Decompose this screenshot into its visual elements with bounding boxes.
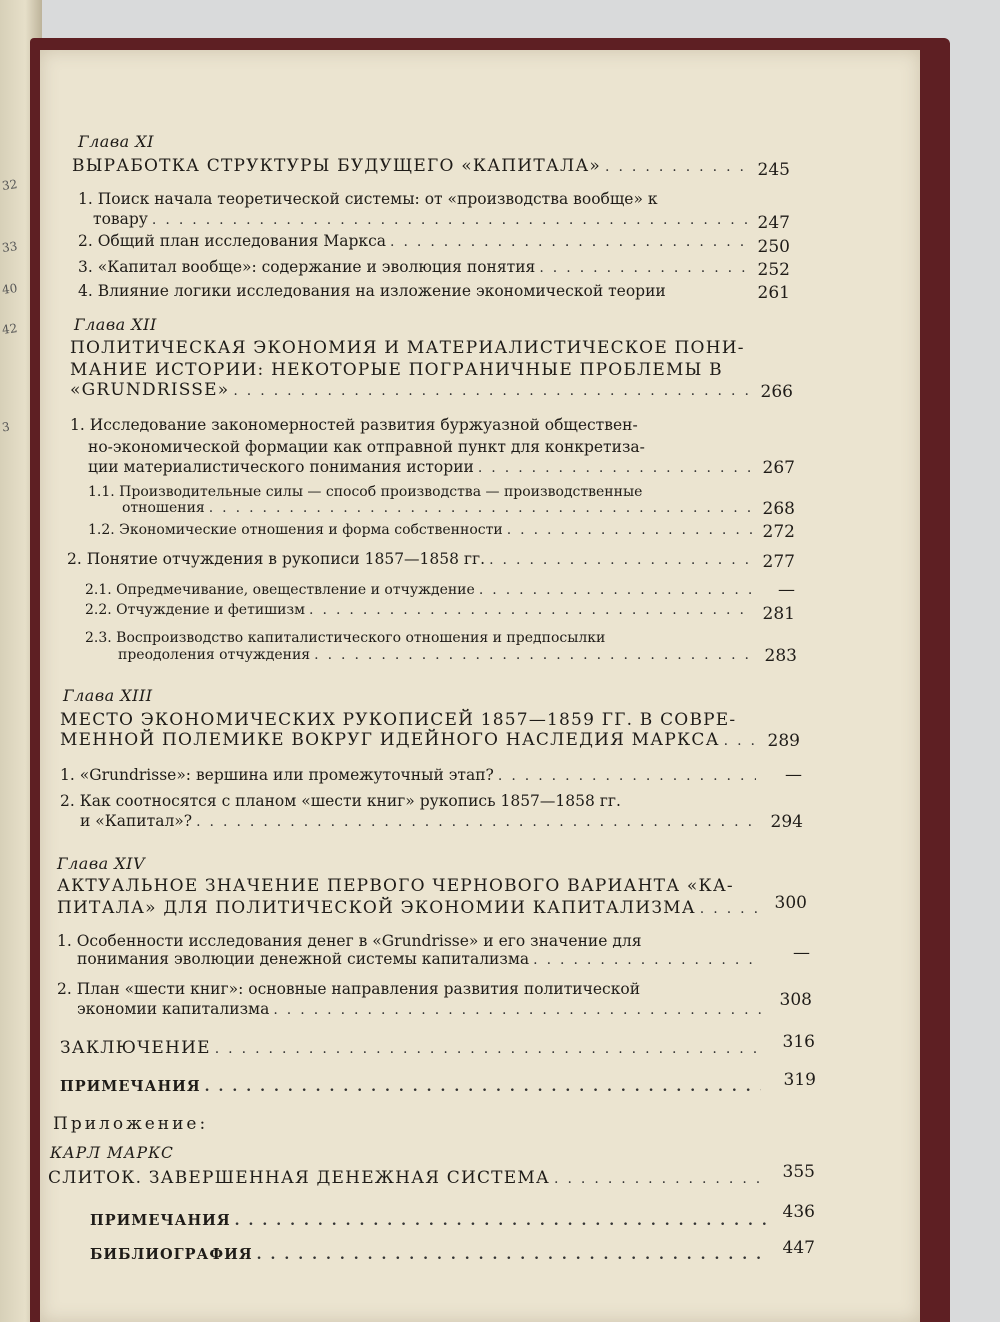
margin-number: 3 — [1, 419, 11, 435]
toc-subentry — [85, 582, 757, 598]
leader-dots — [235, 1213, 766, 1229]
page-number: 283 — [764, 646, 797, 666]
toc-entry-text: БИБЛИОГРАФИЯ — [90, 1246, 253, 1263]
page-number: — — [778, 580, 795, 600]
chapter-title-text: ВЫРАБОТКА СТРУКТУРЫ БУДУЩЕГО «КАПИТАЛА» — [72, 156, 602, 176]
toc-entry-text: 2. Понятие отчуждения в рукописи 1857—1858 гг. — [67, 550, 486, 568]
toc-entry-text: 1. «Grundrisse»: вершина или промежуточный этап? — [60, 766, 494, 784]
toc-subentry-line: 2.3. Воспроизводство капиталистического отношения и предпосылки — [85, 630, 606, 646]
toc-subentry — [122, 500, 758, 516]
toc-entry — [78, 232, 758, 250]
chapter-label: Глава XIII — [63, 686, 153, 705]
leader-dots — [498, 768, 756, 784]
toc-entry-line: 2. План «шести книг»: основные направления развития политической — [57, 980, 641, 998]
page-number: 294 — [770, 812, 803, 832]
toc-entry-line: 1. Особенности исследования денег в «Grundrisse» и его значение для — [57, 932, 642, 950]
toc-entry-text: отношения — [122, 500, 205, 516]
leader-dots — [539, 260, 754, 276]
leader-dots — [314, 647, 754, 663]
toc-entry-line: 4. Влияние логики исследования на изложение экономической теории — [78, 282, 666, 300]
appendix-label: Приложение: — [53, 1114, 209, 1134]
page-number: 245 — [757, 160, 790, 180]
toc-entry-line: но-экономической формации как отправной пункт для конкретиза- — [88, 438, 645, 456]
leader-dots — [507, 522, 754, 538]
chapter-label: Глава XIV — [57, 854, 146, 873]
page-number: 300 — [774, 893, 807, 913]
toc-entry — [60, 766, 760, 784]
toc-entry-text: ПРИМЕЧАНИЯ — [90, 1212, 231, 1229]
page-number: 272 — [762, 522, 795, 542]
page-number: — — [793, 943, 810, 963]
leader-dots — [257, 1247, 766, 1263]
chapter-title-text: МЕННОЙ ПОЛЕМИКЕ ВОКРУГ ИДЕЙНОГО НАСЛЕДИЯ МАРКСА — [60, 730, 720, 750]
toc-entry-line: 2. Как соотносятся с планом «шести книг» рукопись 1857—1858 гг. — [60, 792, 621, 810]
chapter-title-text: ПИТАЛА» ДЛЯ ПОЛИТИЧЕСКОЙ ЭКОНОМИИ КАПИТАЛИЗМА — [57, 898, 696, 918]
leader-dots — [273, 1002, 763, 1018]
margin-number: 42 — [1, 321, 19, 337]
toc-entry-text: 3. «Капитал вообще»: содержание и эволюция понятия — [78, 258, 536, 276]
chapter-title-line: АКТУАЛЬНОЕ ЗНАЧЕНИЕ ПЕРВОГО ЧЕРНОВОГО ВАРИАНТА «КА- — [57, 876, 734, 896]
leader-dots — [605, 159, 748, 175]
toc-entry-text: экономии капитализма — [77, 1000, 270, 1018]
chapter-title — [60, 730, 760, 750]
toc-entry — [93, 210, 758, 228]
page-number: 247 — [757, 213, 790, 233]
toc-entry-text: и «Капитал»? — [80, 812, 193, 830]
toc-subentry — [118, 647, 758, 663]
page-number: — — [785, 765, 802, 785]
chapter-title — [57, 898, 762, 918]
toc-entry-text: товару — [93, 210, 148, 228]
leader-dots — [479, 582, 753, 598]
appendix-author: КАРЛ МАРКС — [50, 1144, 174, 1162]
toc-entry — [78, 258, 758, 276]
toc-entry-text: преодоления отчуждения — [118, 647, 311, 663]
toc-entry-text: 2.2. Отчуждение и фетишизм — [85, 602, 306, 618]
toc-entry-text: 2.1. Опредмечивание, овеществление и отчуждение — [85, 582, 475, 598]
leader-dots — [215, 1041, 761, 1057]
page-number: 268 — [762, 499, 795, 519]
chapter-title-line: ПОЛИТИЧЕСКАЯ ЭКОНОМИЯ И МАТЕРИАЛИСТИЧЕСКОЕ ПОНИ- — [70, 338, 745, 358]
leader-dots — [478, 460, 754, 476]
toc-entry-text: ции материалистического понимания истории — [88, 458, 474, 476]
page-number: 308 — [779, 990, 812, 1010]
appendix-title — [48, 1168, 768, 1188]
toc-entry-text: понимания эволюции денежной системы капитализма — [77, 950, 530, 968]
toc-entry-conclusion — [60, 1038, 765, 1058]
toc-entry — [77, 950, 767, 968]
chapter-label: Глава XII — [74, 315, 157, 334]
toc-entry-line: 1. Поиск начала теоретической системы: от «производства вообще» к — [78, 190, 658, 208]
toc-entry-text: СЛИТОК. ЗАВЕРШЕННАЯ ДЕНЕЖНАЯ СИСТЕМА — [48, 1168, 551, 1188]
chapter-title — [72, 156, 752, 176]
toc-page — [40, 50, 920, 1322]
leader-dots — [152, 212, 754, 228]
table-of-contents — [40, 50, 920, 1322]
toc-subentry — [88, 522, 758, 538]
appendix-notes — [90, 1212, 770, 1229]
leader-dots — [554, 1171, 764, 1187]
page-number: 281 — [762, 604, 795, 624]
page-number: 289 — [767, 731, 800, 751]
margin-number: 32 — [1, 177, 19, 193]
chapter-title-line: МЕСТО ЭКОНОМИЧЕСКИХ РУКОПИСЕЙ 1857—1859 ГГ. В СОВРЕ- — [60, 710, 737, 730]
page-number: 319 — [783, 1070, 816, 1090]
chapter-label: Глава XI — [78, 132, 154, 151]
toc-entry — [77, 1000, 767, 1018]
page-number: 250 — [757, 237, 790, 257]
leader-dots — [489, 552, 753, 568]
toc-entry-text: 1.2. Экономические отношения и форма собственности — [88, 522, 503, 538]
page-number: 436 — [782, 1202, 815, 1222]
leader-dots — [309, 602, 753, 618]
chapter-title-line: МАНИЕ ИСТОРИИ: НЕКОТОРЫЕ ПОГРАНИЧНЫЕ ПРОБЛЕМЫ В — [70, 360, 723, 380]
page-number: 267 — [762, 458, 795, 478]
toc-entry — [67, 550, 757, 568]
margin-number: 33 — [1, 239, 19, 255]
leader-dots — [205, 1079, 761, 1095]
page-number: 252 — [757, 260, 790, 280]
toc-entry-notes — [60, 1078, 765, 1095]
margin-number: 40 — [1, 281, 19, 297]
appendix-bibliography — [90, 1246, 770, 1263]
toc-entry-text: ПРИМЕЧАНИЯ — [60, 1078, 201, 1095]
chapter-title-text: «GRUNDRISSE» — [70, 380, 230, 400]
toc-entry — [80, 812, 762, 830]
leader-dots — [209, 500, 754, 516]
page-number: 277 — [762, 552, 795, 572]
toc-entry-text: ЗАКЛЮЧЕНИЕ — [60, 1038, 211, 1058]
page-number: 261 — [757, 283, 790, 303]
page-number: 355 — [782, 1162, 815, 1182]
chapter-title — [70, 380, 755, 400]
toc-entry-text: 2. Общий план исследования Маркса — [78, 232, 386, 250]
leader-dots — [390, 234, 754, 250]
toc-entry — [88, 458, 758, 476]
page-number: 447 — [782, 1238, 815, 1258]
page-number: 316 — [782, 1032, 815, 1052]
leader-dots — [533, 952, 763, 968]
page-number: 266 — [760, 382, 793, 402]
toc-subentry — [85, 602, 757, 618]
leader-dots — [233, 383, 751, 399]
toc-subentry-line: 1.1. Производительные силы — способ производства — производственные — [88, 484, 643, 500]
toc-entry-line: 1. Исследование закономерностей развития буржуазной обществен- — [70, 416, 638, 434]
leader-dots — [196, 814, 758, 830]
